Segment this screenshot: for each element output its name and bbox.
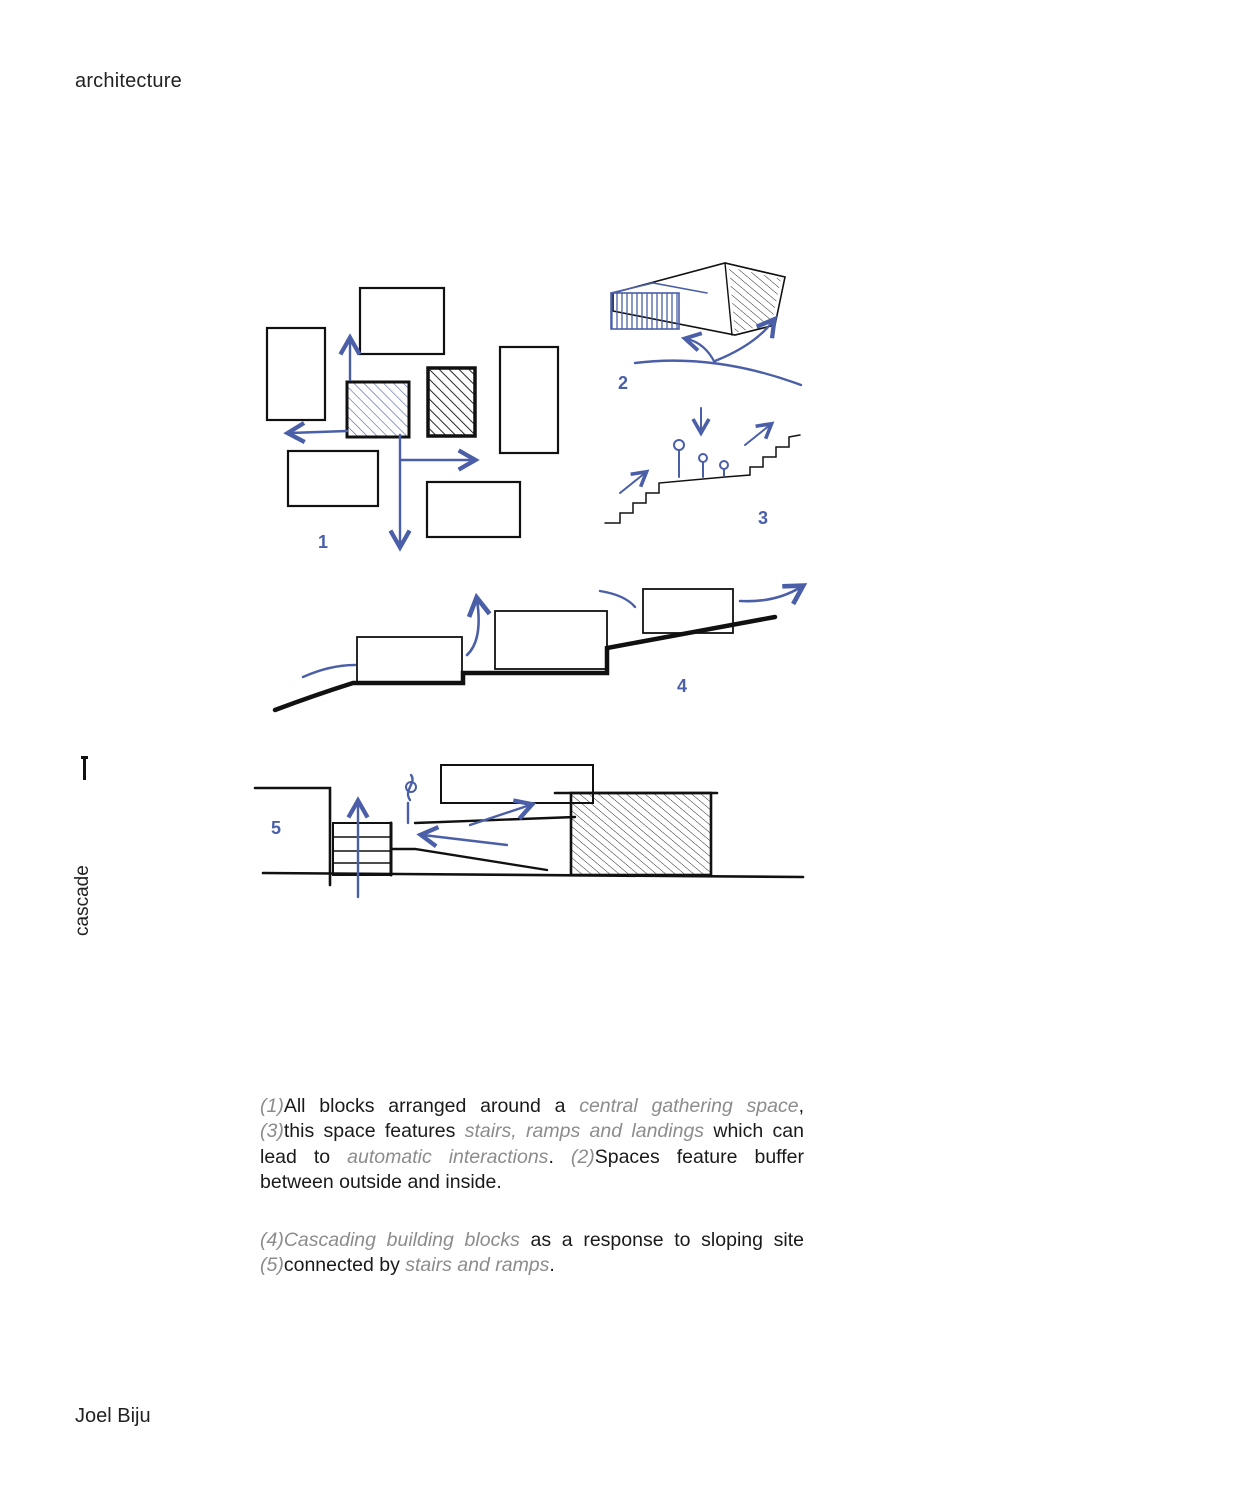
page-marker bbox=[83, 756, 86, 780]
diagram-2-perspective bbox=[611, 263, 801, 385]
ref-number: (1) bbox=[260, 1094, 284, 1117]
diagram-4-cascade bbox=[275, 587, 801, 710]
highlight-text: stairs and ramps bbox=[405, 1254, 550, 1276]
category-label: architecture bbox=[75, 70, 182, 92]
author-name: Joel Biju bbox=[75, 1405, 151, 1427]
diagram-label-5: 5 bbox=[271, 818, 282, 838]
concept-sketches bbox=[245, 255, 815, 905]
project-title: cascade bbox=[72, 865, 93, 936]
diagram-1-plan bbox=[267, 288, 558, 537]
diagram-label-3: 3 bbox=[758, 508, 769, 528]
diagram-3-section bbox=[605, 408, 800, 523]
ref-number: (2) bbox=[570, 1145, 595, 1168]
highlight-text: central gathering space bbox=[579, 1094, 799, 1117]
caption-paragraph-2: (4)Cascading building blocks as a response to sloping site (5)connected by stairs and ramps. bbox=[260, 1228, 804, 1276]
diagram-label-1: 1 bbox=[318, 532, 329, 552]
ref-number: (5) bbox=[260, 1254, 284, 1276]
diagram-5-section bbox=[255, 765, 803, 897]
caption-paragraph-1: (1)All blocks arranged around a central gathering space, (3)this space features stairs, ramps and landings which can lead to automatic interactions. (2)Spaces feature buffer between outside and inside. bbox=[260, 1094, 805, 1193]
highlight-text: (4)Cascading building blocks bbox=[260, 1228, 520, 1251]
diagram-label-4: 4 bbox=[677, 676, 688, 696]
highlight-text: stairs, ramps and landings bbox=[464, 1120, 705, 1142]
diagram-label-2: 2 bbox=[618, 373, 629, 393]
highlight-text: automatic interactions bbox=[347, 1145, 549, 1168]
ref-number: (3) bbox=[260, 1120, 284, 1142]
